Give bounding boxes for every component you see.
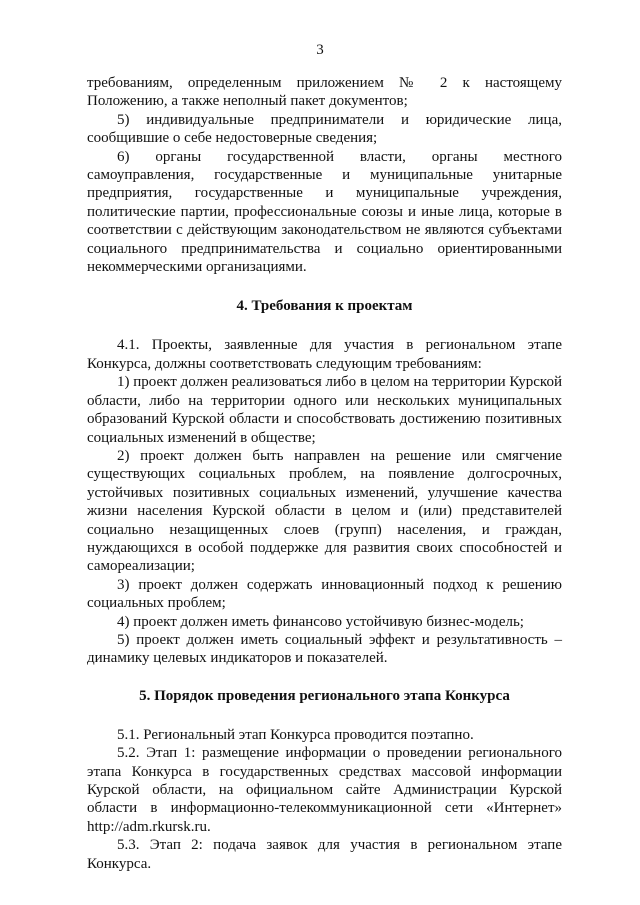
requirement-item-3: 3) проект должен содержать инновационный подход к решению социальных проблем; — [87, 576, 562, 612]
paragraph-requirements-cont: требованиям, определенным приложением № 2 к настоящему Положению, а также неполный пакет документов; — [87, 75, 562, 110]
requirement-item-1: 1) проект должен реализоваться либо в целом на территории Курской области, либо на территории одного или нескольких муниципальных образований Курской области и способствовать достижению позитивных социальных изменений в обществе; — [87, 374, 562, 446]
paragraph-4-1: 4.1. Проекты, заявленные для участия в региональном этапе Конкурса, должны соответствовать следующим требованиям: — [87, 337, 562, 372]
paragraph-5-1: 5.1. Региональный этап Конкурса проводится поэтапно. — [117, 726, 474, 743]
requirement-item-4: 4) проект должен иметь финансово устойчивую бизнес-модель; — [117, 613, 524, 630]
section-5-heading: 5. Порядок проведения регионального этапа Конкурса — [139, 687, 510, 704]
page-number: 3 — [316, 42, 324, 58]
section-4-heading: 4. Требования к проектам — [236, 298, 413, 315]
requirement-item-5: 5) проект должен иметь социальный эффект и результативность – динамику целевых индикаторов и показателей. — [87, 631, 562, 667]
requirement-item-2: 2) проект должен быть направлен на решение или смягчение существующих социальных проблем, на появление долгосрочных, устойчивых позитивных социальных изменений, улучшение качества жизни населения Курской области в целом и (или) представителей социально незащищенных слоев (групп) населения, и граждан, нуждающихся в особой поддержке для развития своих способностей и самореализации; — [87, 447, 562, 575]
paragraph-5-2: 5.2. Этап 1: размещение информации о проведении регионального этапа Конкурса в государственных средствах массовой информации Курской области, на официальном сайте Администрации Курской области в информационно-телекоммуникационной сети «Интернет» http://adm.rkursk.ru. — [87, 745, 562, 835]
document-body — [87, 74, 562, 873]
paragraph-5-3: 5.3. Этап 2: подача заявок для участия в региональном этапе Конкурса. — [87, 837, 562, 872]
paragraph-item-5: 5) индивидуальные предприниматели и юридические лица, сообщившие о себе недостоверные сведения; — [87, 111, 562, 147]
paragraph-item-6: 6) органы государственной власти, органы местного самоуправления, государственные и муниципальные унитарные предприятия, государственные и муниципальные учреждения, политические партии, профессиональные союзы и иные лица, которые в соответствии с действующим законодательством не являются субъектами социального предпринимательства и социально ориентированными некоммерческими организациями. — [87, 148, 562, 276]
